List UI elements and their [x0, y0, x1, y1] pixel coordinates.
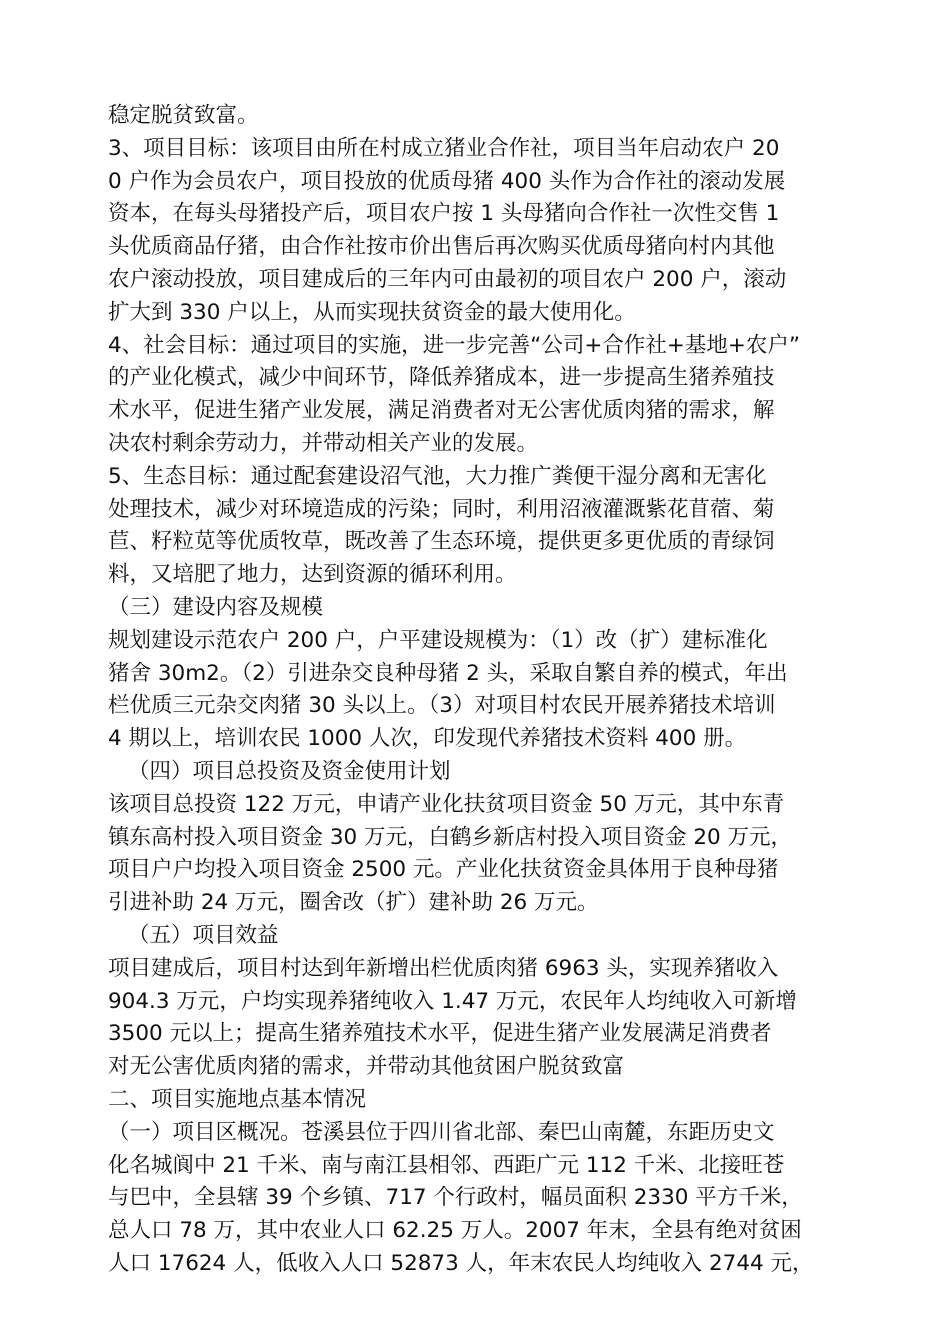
- text-line: 引进补助 24 万元，圈舍改（扩）建补助 26 万元。: [108, 890, 599, 916]
- text-line: 规划建设示范农户 200 户，户平建设规模为：（1）改（扩）建标准化: [108, 627, 768, 653]
- text-line: 苣、籽粒苋等优质牧草，既改善了生态环境，提供更多更优质的青绿饲: [108, 529, 775, 555]
- text-line: 904.3 万元，户均实现养猪纯收入 1.47 万元，农民年人均纯收入可新增: [108, 988, 797, 1014]
- text-line: 栏优质三元杂交肉猪 30 头以上。（3）对项目村农民开展养猪技术培训: [108, 693, 776, 719]
- text-line: 镇东高村投入项目资金 30 万元，白鹤乡新店村投入项目资金 20 万元，: [108, 824, 793, 850]
- text-line: 0 户作为会员农户，项目投放的优质母猪 400 头作为合作社的滚动发展: [108, 168, 786, 194]
- chapter-heading: 二、项目实施地点基本情况: [108, 1086, 367, 1112]
- text-line: 项目户户均投入项目资金 2500 元。产业化扶贫资金具体用于良种母猪: [108, 857, 779, 883]
- text-line: 4、社会目标：通过项目的实施，进一步完善“公司+合作社+基地+农户”: [108, 332, 801, 358]
- text-line: 3500 元以上；提高生猪养殖技术水平，促进生猪产业发展满足消费者: [108, 1021, 772, 1047]
- text-line: 稳定脱贫致富。: [108, 103, 259, 128]
- text-line: 处理技术，减少对环境造成的污染；同时，利用沼液灌溉紫花苜蓿、菊: [108, 496, 775, 522]
- text-line: 5、生态目标：通过配套建设沼气池，大力推广粪便干湿分离和无害化: [108, 463, 767, 489]
- text-line: 术水平，促进生猪产业发展，满足消费者对无公害优质肉猪的需求，解: [108, 398, 775, 424]
- text-line: 4 期以上，培训农民 1000 人次，印发现代养猪技术资料 400 册。: [108, 726, 747, 752]
- text-line: 该项目总投资 122 万元，申请产业化扶贫项目资金 50 万元，其中东青: [108, 791, 785, 817]
- text-line: 决农村剩余劳动力，并带动相关产业的发展。: [108, 430, 539, 456]
- text-line: 与巴中，全县辖 39 个乡镇、717 个行政村，幅员面积 2330 平方千米，: [108, 1185, 803, 1211]
- section-heading: （四）项目总投资及资金使用计划: [128, 758, 451, 784]
- section-heading: （三）建设内容及规模: [108, 594, 324, 620]
- text-line: 总人口 78 万，其中农业人口 62.25 万人。2007 年末，全县有绝对贫困: [108, 1218, 802, 1244]
- text-line: 农户滚动投放，项目建成后的三年内可由最初的项目农户 200 户，滚动: [108, 266, 787, 292]
- text-line: 扩大到 330 户以上，从而实现扶贫资金的最大使用化。: [108, 299, 636, 325]
- document-body: [108, 100, 836, 1281]
- section-heading: （五）项目效益: [128, 922, 279, 948]
- text-line: 头优质商品仔猪，由合作社按市价出售后再次购买优质母猪向村内其他: [108, 234, 775, 260]
- text-line: 人口 17624 人，低收入人口 52873 人，年末农民人均纯收入 2744 元，: [108, 1250, 814, 1276]
- text-line: 化名城阆中 21 千米、南与南江县相邻、西距广元 112 千米、北接旺苍: [108, 1152, 785, 1178]
- text-line: 猪舍 30m2。（2）引进杂交良种母猪 2 头，采取自繁自养的模式，年出: [108, 660, 788, 686]
- text-line: 的产业化模式，减少中间环节，降低养猪成本，进一步提高生猪养殖技: [108, 365, 775, 391]
- text-line: 料，又培肥了地力，达到资源的循环利用。: [108, 562, 517, 588]
- text-line: 3、项目目标：该项目由所在村成立猪业合作社，项目当年启动农户 20: [108, 135, 780, 161]
- text-line: 项目建成后，项目村达到年新增出栏优质肉猪 6963 头，实现养猪收入: [108, 955, 779, 981]
- text-line: 资本，在每头母猪投产后，项目农户按 1 头母猪向合作社一次性交售 1: [108, 201, 780, 227]
- text-line: （一）项目区概况。苍溪县位于四川省北部、秦巴山南麓，东距历史文: [108, 1119, 775, 1145]
- text-line: 对无公害优质肉猪的需求，并带动其他贫困户脱贫致富: [108, 1054, 625, 1080]
